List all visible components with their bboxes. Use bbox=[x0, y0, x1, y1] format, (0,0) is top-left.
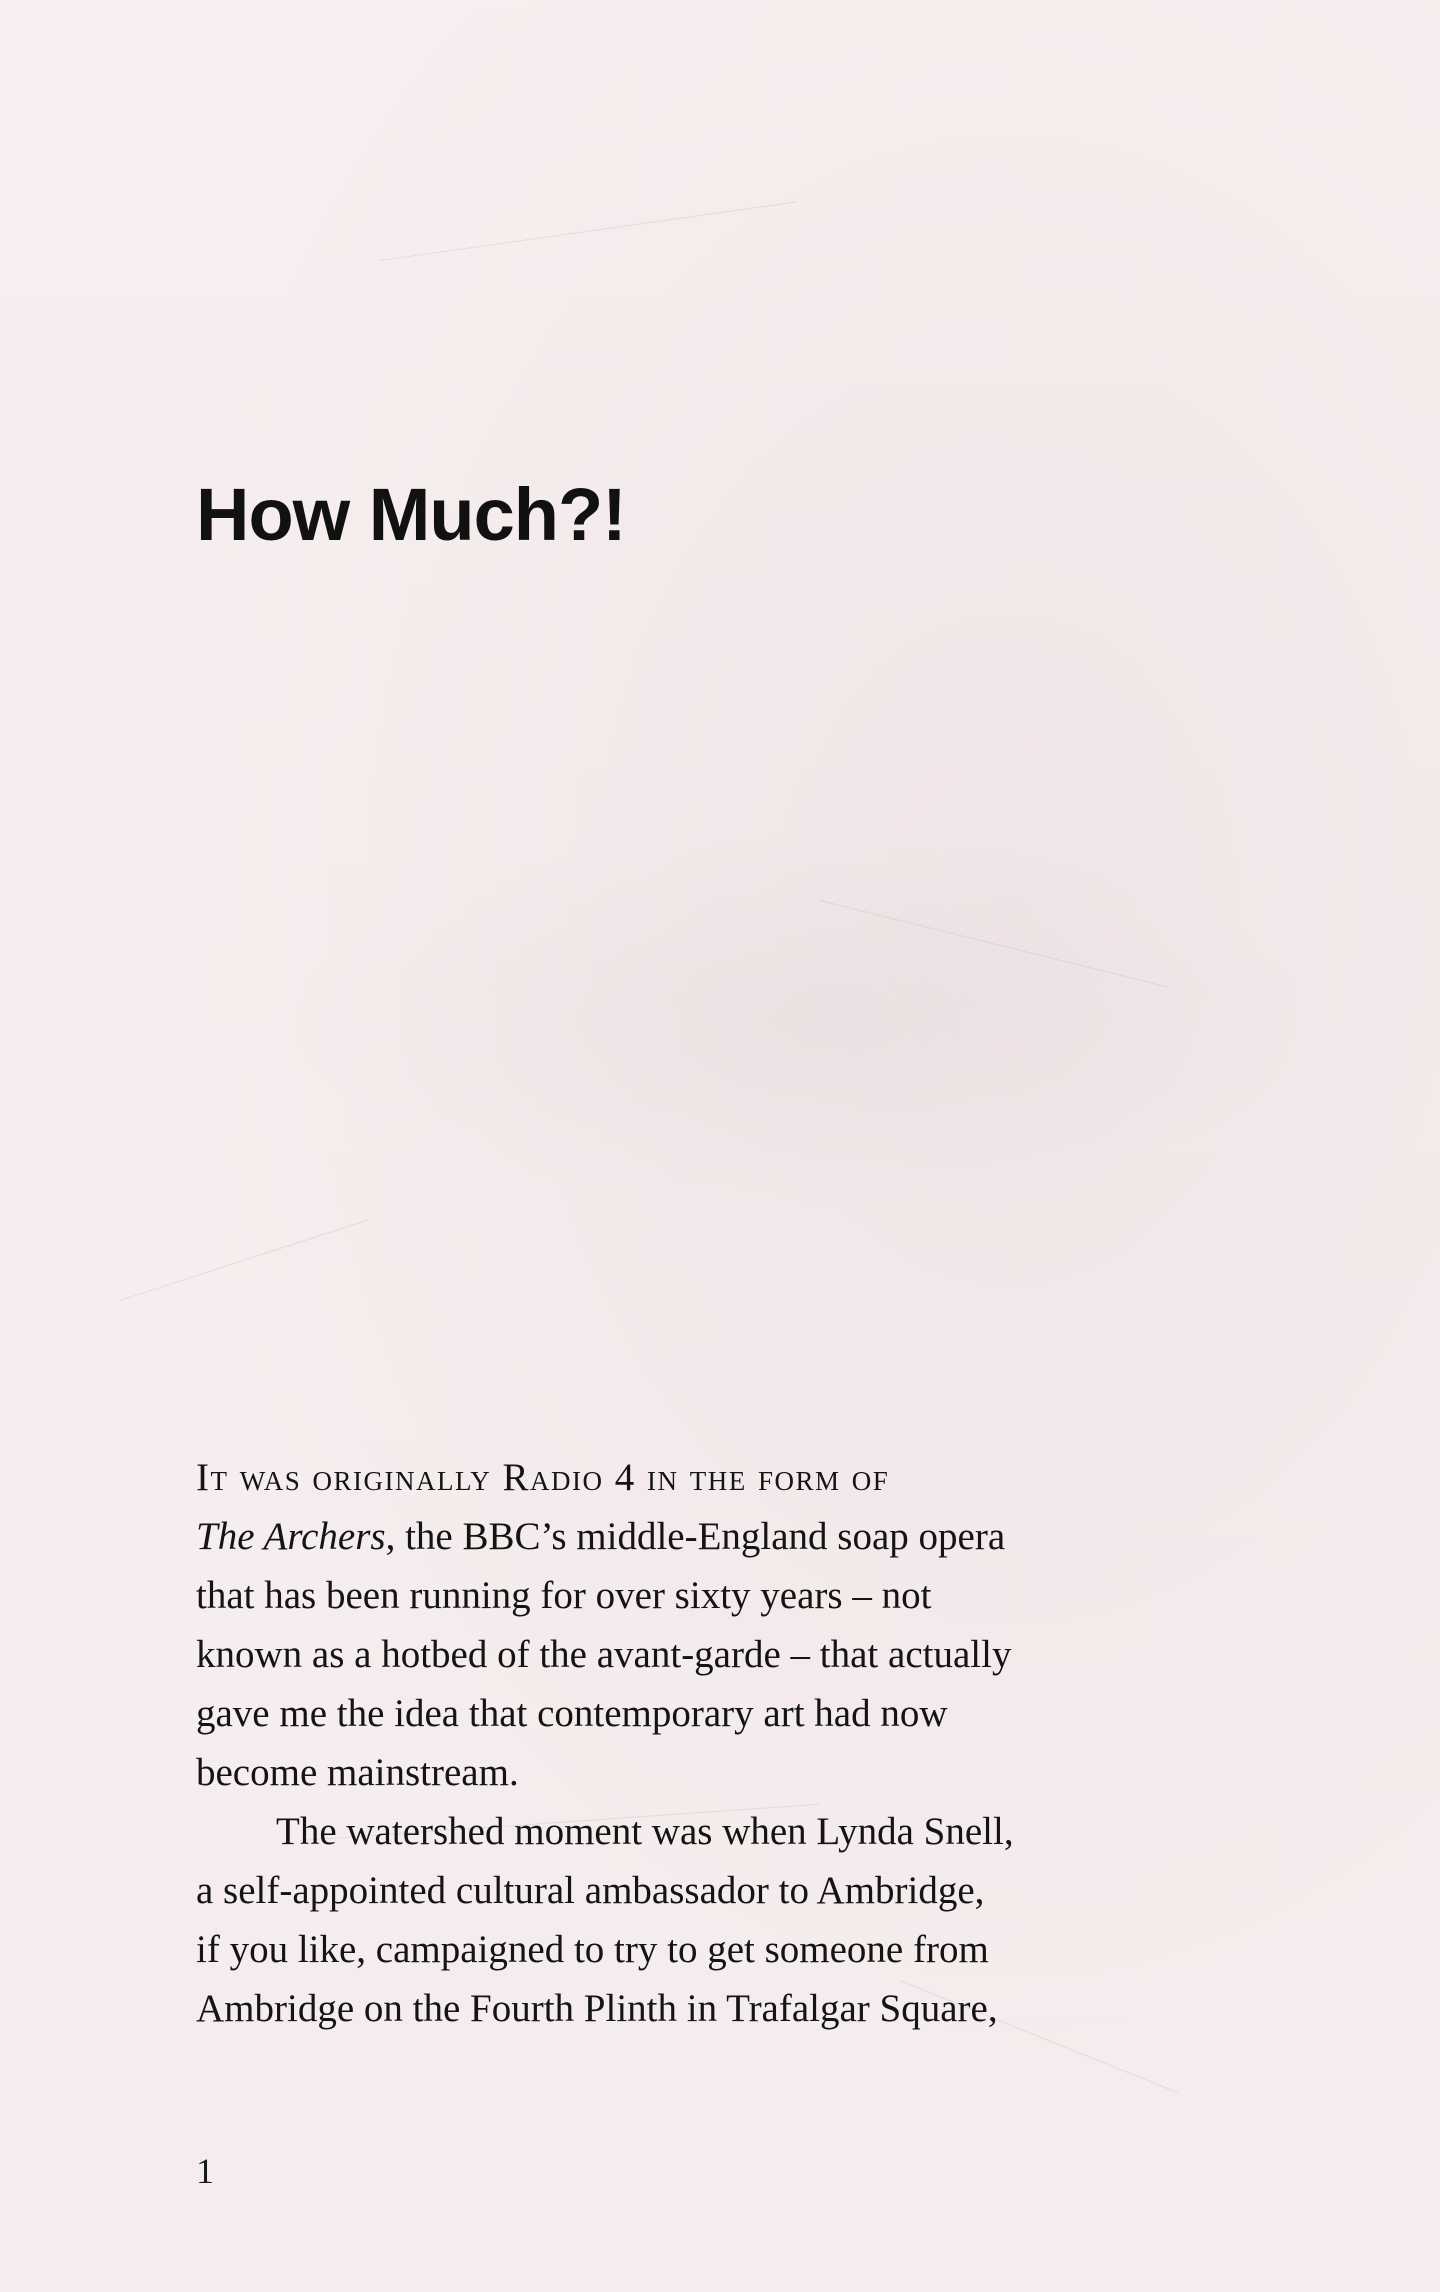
body-line: known as a hotbed of the avant-garde – that actually bbox=[196, 1633, 1012, 1676]
paper-scratch bbox=[820, 900, 1170, 988]
paragraph-opening bbox=[196, 1448, 1240, 1802]
paper-scratch bbox=[120, 1220, 368, 1301]
paper-scratch bbox=[380, 202, 796, 261]
body-line: Ambridge on the Fourth Plinth in Trafalgar Square, bbox=[196, 1987, 998, 2030]
chapter-title: How Much?! bbox=[196, 473, 626, 556]
body-line bbox=[196, 1507, 1240, 1566]
body-line: if you like, campaigned to try to get someone from bbox=[196, 1928, 989, 1971]
body-line: become mainstream. bbox=[196, 1751, 519, 1794]
page-number: 1 bbox=[196, 2151, 214, 2191]
show-title: The Archers bbox=[196, 1515, 386, 1558]
chapter-body bbox=[196, 1448, 1240, 2038]
bleed-through-figure bbox=[280, 830, 1320, 1210]
paragraph-second bbox=[196, 1802, 1240, 2038]
body-line: that has been running for over sixty years – not bbox=[196, 1574, 932, 1617]
body-line: gave me the idea that contemporary art had now bbox=[196, 1692, 948, 1735]
body-line: The watershed moment was when Lynda Snell, bbox=[276, 1810, 1014, 1853]
opening-line: It was originally Radio 4 in the form of bbox=[196, 1456, 890, 1499]
body-line-text: , the BBC’s middle-England soap opera bbox=[385, 1515, 1006, 1558]
body-line: a self-appointed cultural ambassador to Ambridge, bbox=[196, 1869, 985, 1912]
